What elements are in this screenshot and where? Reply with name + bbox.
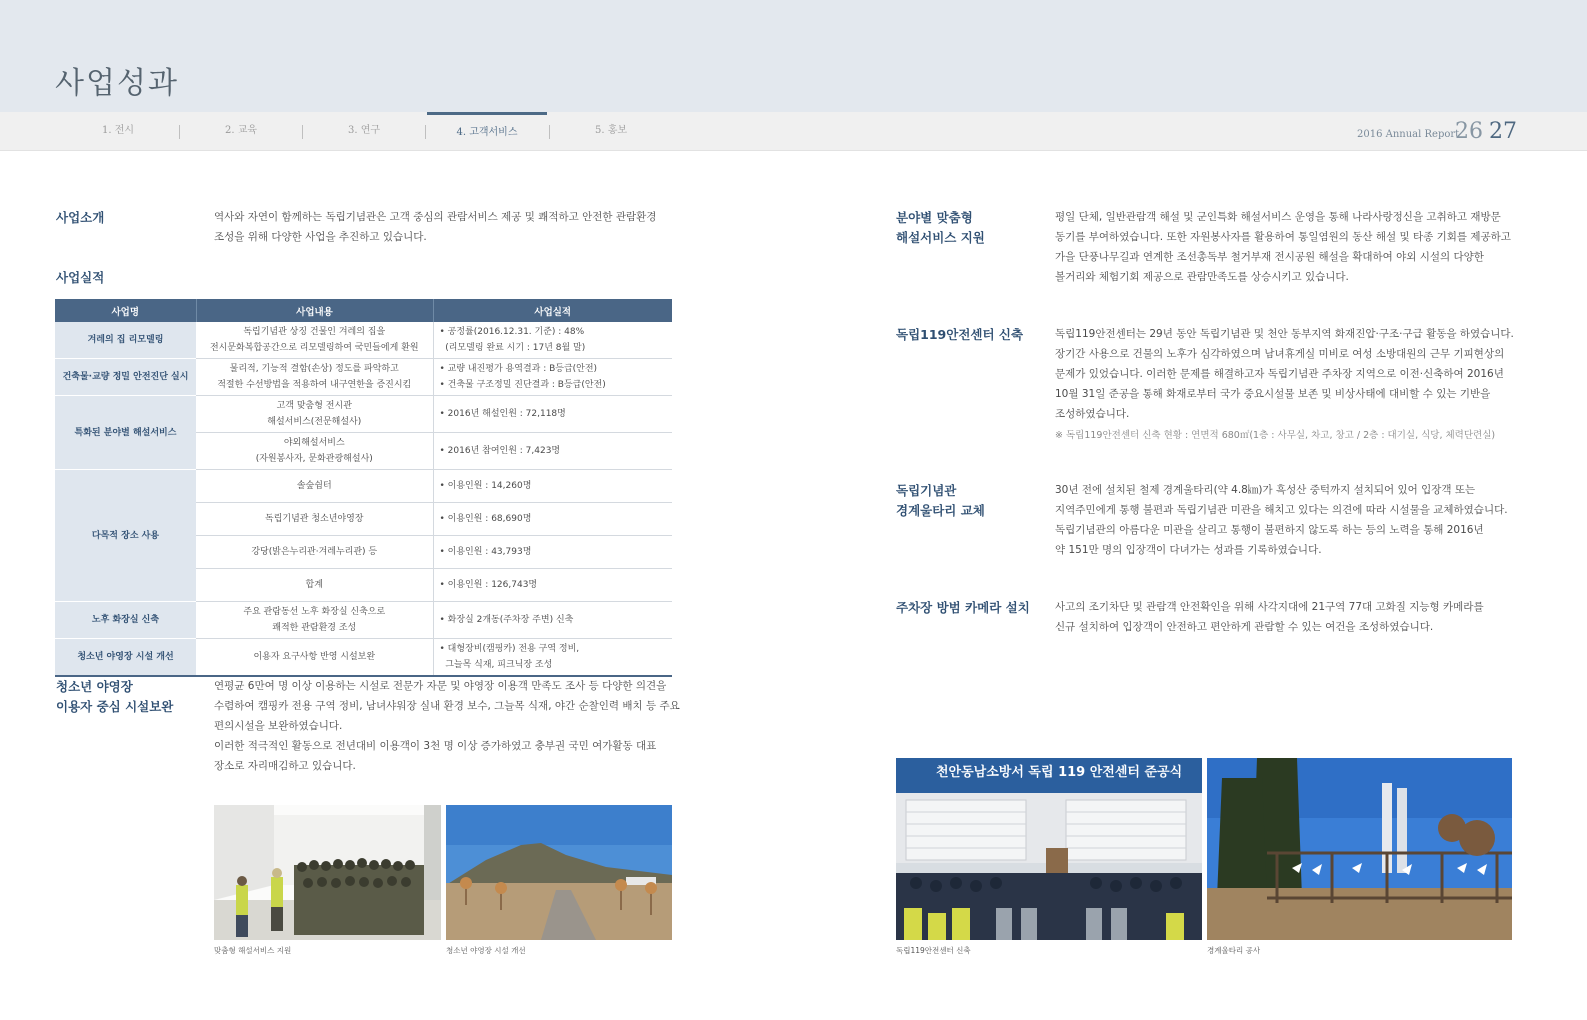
row-result: • 화장실 2개동(주차장 주변) 신축 — [433, 602, 672, 639]
text-line: 30년 전에 설치된 철제 경계울타리(약 4.8㎞)가 흑성산 중턱까지 설치되어 있어 입장객 또는 — [1055, 484, 1476, 496]
safety-center-note: ※ 독립119안전센터 신축 현황 : 연면적 680㎡(1층 : 사무실, 차고, 창고 / 2층 : 대기실, 식당, 체력단련실) — [1055, 430, 1496, 441]
page-title: 사업성과 — [55, 66, 179, 101]
table-row — [55, 322, 672, 359]
cell-line: 적절한 수선방법을 적용하여 내구연한을 증진시킴 — [217, 380, 412, 390]
text-line: 동기를 부여하였습니다. 또한 자원봉사자를 활용하여 통일염원의 동산 해설 및 타종 기회를 제공하고 — [1055, 231, 1511, 243]
column-header: 사업명 — [55, 299, 196, 322]
text-line: 10월 31일 준공을 통해 화재로부터 국가 중요시설물 보존 및 비상사태에 대비할 수 있는 기반을 — [1055, 388, 1491, 400]
text-line: 평일 단체, 일반관람객 해설 및 군인특화 해설서비스 운영을 통해 나라사랑정신을 고취하고 재방문 — [1055, 211, 1501, 223]
row-name: 겨레의 집 리모델링 — [55, 322, 196, 359]
tab-divider — [302, 125, 303, 139]
performance-table — [55, 299, 672, 677]
cell-line: 주요 관람동선 노후 화장실 신축으로 — [243, 607, 386, 617]
cell-line: 쾌적한 관람환경 조성 — [272, 623, 357, 633]
text-line: 지역주민에게 통행 불편과 독립기념관 미관을 해치고 있다는 의견에 따라 시설물을 교체하였습니다. — [1055, 504, 1508, 516]
row-result: • 이용인원 : 14,260명 — [433, 470, 672, 503]
heading-line: 독립기념관 — [896, 483, 957, 498]
text-line: 독립119안전센터는 29년 동안 독립기념관 및 천안 동부지역 화재진압·구조·구급 활동을 하였습니다. — [1055, 328, 1514, 340]
text-line: 역사와 자연이 함께하는 독립기념관은 고객 중심의 관람서비스 제공 및 쾌적하고 안전한 관람환경 — [214, 211, 657, 223]
text-line: 문제가 있었습니다. 이러한 문제를 해결하고자 독립기념관 주차장 지역으로 이전·신축하여 2016년 — [1055, 368, 1504, 380]
camp-text — [214, 676, 680, 776]
table-row — [55, 639, 672, 677]
text-line: 독립기념관의 아름다운 미관을 살리고 통행이 불편하지 않도록 하는 등의 노력을 통해 2016년 — [1055, 524, 1484, 536]
camera-text — [1055, 597, 1484, 637]
row-content — [196, 322, 433, 359]
cell-line: 독립기념관 상징 건물인 겨레의 집을 — [243, 327, 386, 337]
row-result — [433, 639, 672, 677]
row-content — [196, 359, 433, 396]
report-label: 2016 Annual Report — [1357, 129, 1460, 140]
text-line: 조성하였습니다. — [1055, 408, 1130, 420]
tab-education[interactable]: 2. 교육 — [224, 125, 258, 136]
intro-text — [214, 207, 656, 247]
fence-text — [1055, 480, 1508, 560]
text-line: 가을 단풍나무길과 연계한 조선총독부 철거부재 전시공원 해설을 확대하여 야외 시설의 다양한 — [1055, 251, 1484, 263]
text-line: 조성을 위해 다양한 사업을 추진하고 있습니다. — [214, 231, 427, 243]
column-header: 사업내용 — [196, 299, 433, 322]
photo-campground — [446, 805, 672, 940]
text-line: 신규 설치하여 입장객이 안전하고 편안하게 관람할 수 있는 여건을 조성하였습니다. — [1055, 621, 1434, 633]
row-content: 솔숲쉼터 — [196, 470, 433, 503]
performance-heading: 사업실적 — [56, 270, 105, 285]
row-name: 청소년 야영장 시설 개선 — [55, 639, 196, 677]
row-content — [196, 433, 433, 470]
row-content — [196, 602, 433, 639]
row-name: 다목적 장소 사용 — [55, 470, 196, 602]
table-row — [55, 396, 672, 433]
row-result: • 2016년 참여인원 : 7,423명 — [433, 433, 672, 470]
row-content: 강당(밝은누리관·겨레누리관) 등 — [196, 536, 433, 569]
heading-line: 청소년 야영장 — [56, 679, 133, 694]
cell-line: 그늘목 식재, 피크닉장 조성 — [439, 660, 553, 670]
text-line: 편의시설을 보완하였습니다. — [214, 720, 343, 732]
row-result — [433, 322, 672, 359]
page-number-left: 26 — [1455, 119, 1483, 144]
row-name: 특화된 분야별 해설서비스 — [55, 396, 196, 470]
cell-line: 고객 맞춤형 전시관 — [276, 401, 352, 411]
cell-line: 해설서비스(전문해설사) — [267, 417, 362, 427]
photo-banner-text: 천안동남소방서 독립 119 안전센터 준공식 — [936, 765, 1183, 780]
camp-heading — [56, 677, 173, 717]
column-header: 사업실적 — [433, 299, 672, 322]
row-result: • 이용인원 : 126,743명 — [433, 569, 672, 602]
photo-caption: 독립119안전센터 신축 — [896, 946, 971, 955]
row-result — [433, 359, 672, 396]
heading-line: 경계울타리 교체 — [896, 503, 985, 518]
cell-line: 물리적, 기능적 결함(손상) 정도를 파악하고 — [229, 364, 399, 374]
row-result: • 이용인원 : 68,690명 — [433, 503, 672, 536]
fence-heading — [896, 481, 985, 521]
table-row — [55, 602, 672, 639]
page-number-right: 27 — [1489, 119, 1517, 144]
text-line: 이러한 적극적인 활동으로 전년대비 이용객이 3천 명 이상 증가하였고 충부권 국민 여가활동 대표 — [214, 740, 657, 752]
tab-divider — [179, 125, 180, 139]
table-row — [55, 359, 672, 396]
text-line: 볼거리와 체험기회 제공으로 관람만족도를 상승시키고 있습니다. — [1055, 271, 1349, 283]
photo-fire-station-ceremony — [896, 758, 1202, 940]
table-header-row — [55, 299, 672, 322]
table-row — [55, 470, 672, 503]
row-content: 독립기념관 청소년야영장 — [196, 503, 433, 536]
safety-center-text — [1055, 324, 1514, 424]
header-band — [0, 0, 1587, 112]
photo-caption: 경계울타리 공사 — [1207, 946, 1261, 955]
cell-line: (리모델링 완료 시기 : 17년 8월 말) — [439, 343, 586, 353]
heading-line: 해설서비스 지원 — [896, 230, 985, 245]
cell-line: (자원봉사자, 문화관광해설사) — [255, 454, 373, 464]
tab-divider — [425, 125, 426, 139]
row-content — [196, 396, 433, 433]
cell-line: • 대형장비(캠핑카) 전용 구역 정비, — [439, 644, 580, 654]
row-name: 노후 화장실 신축 — [55, 602, 196, 639]
text-line: 약 151만 명의 입장객이 다녀가는 성과를 기록하였습니다. — [1055, 544, 1322, 556]
heading-line: 분야별 맞춤형 — [896, 210, 973, 225]
text-line: 연평균 6만여 명 이상 이용하는 시설로 전문가 자문 및 야영장 이용객 만족도 조사 등 다양한 의견을 — [214, 680, 667, 692]
tab-customer-service[interactable]: 4. 고객서비스 — [427, 112, 547, 150]
row-result: • 2016년 해설인원 : 72,118명 — [433, 396, 672, 433]
text-line: 수렴하여 캠핑카 전용 구역 정비, 남녀샤워장 실내 환경 보수, 그늘목 식재, 야간 순찰인력 배치 등 주요 — [214, 700, 680, 712]
row-content: 합계 — [196, 569, 433, 602]
heading-line: 이용자 중심 시설보완 — [56, 699, 174, 714]
cell-line: • 건축물 구조정밀 진단결과 : B등급(안전) — [439, 380, 606, 390]
tab-promotion[interactable]: 5. 홍보 — [594, 125, 628, 136]
tab-research[interactable]: 3. 연구 — [347, 125, 381, 136]
photo-guide-service — [214, 805, 441, 940]
camera-heading: 주차장 방범 카메라 설치 — [896, 600, 1030, 615]
tab-divider — [549, 125, 550, 139]
photo-fence-construction — [1207, 758, 1512, 940]
safety-center-heading: 독립119안전센터 신축 — [896, 327, 1024, 342]
photo-caption: 청소년 야영장 시설 개선 — [446, 946, 526, 955]
text-line: 장소로 자리매김하고 있습니다. — [214, 760, 356, 772]
intro-heading: 사업소개 — [56, 210, 105, 225]
guide-service-heading — [896, 208, 985, 248]
row-result: • 이용인원 : 43,793명 — [433, 536, 672, 569]
row-content: 이용자 요구사항 반영 시설보완 — [196, 639, 433, 677]
cell-line: • 공정률(2016.12.31. 기준) : 48% — [439, 327, 585, 337]
text-line: 장기간 사용으로 건물의 노후가 심각하였으며 남녀휴게실 미비로 여성 소방대원의 근무 기피현상의 — [1055, 348, 1505, 360]
row-name: 건축물·교량 정밀 안전진단 실시 — [55, 359, 196, 396]
photo-caption: 맞춤형 해설서비스 지원 — [214, 946, 292, 955]
cell-line: 야외해설서비스 — [283, 438, 345, 448]
tab-exhibition[interactable]: 1. 전시 — [101, 125, 135, 136]
cell-line: • 교량 내진평가 용역결과 : B등급(안전) — [439, 364, 598, 374]
cell-line: 전시문화복합공간으로 리모델링하여 국민들에게 환원 — [209, 343, 419, 353]
guide-service-text — [1055, 207, 1511, 287]
text-line: 사고의 조기차단 및 관람객 안전확인을 위해 사각지대에 21구역 77대 고화질 지능형 카메라를 — [1055, 601, 1484, 613]
